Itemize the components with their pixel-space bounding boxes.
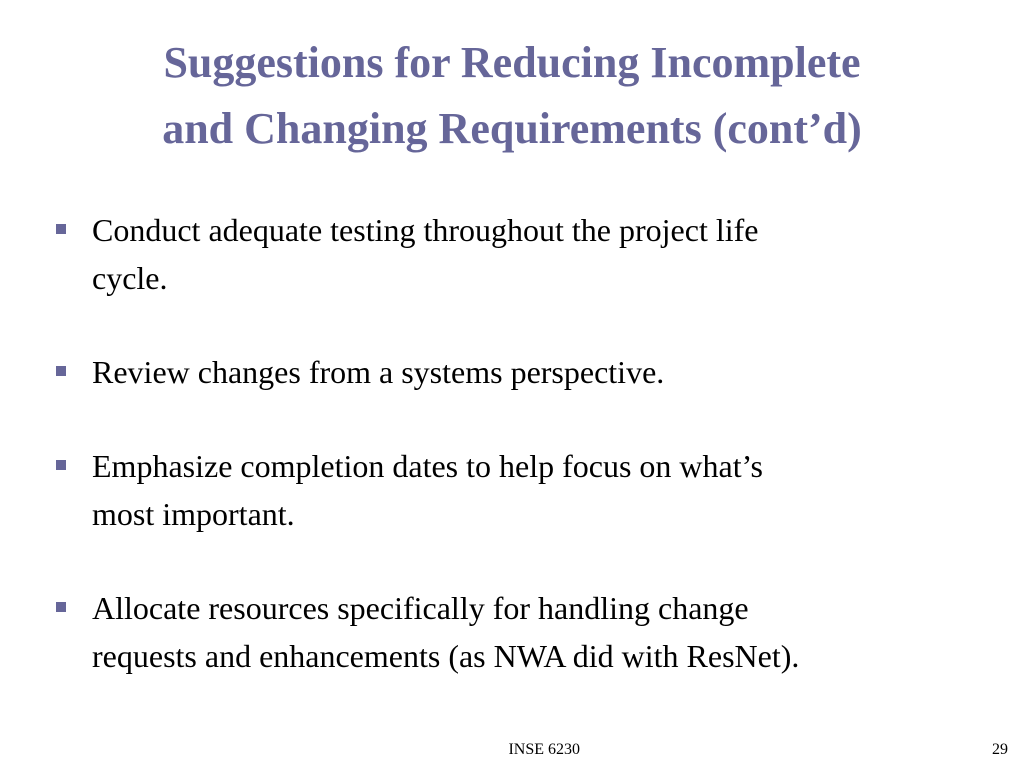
square-bullet-icon — [56, 366, 66, 376]
bullet-text-line-1: Allocate resources specifically for handling change — [92, 590, 749, 626]
bullet-item — [56, 442, 976, 538]
bullet-item — [56, 348, 976, 396]
slide-title-line-1: Suggestions for Reducing Incomplete — [163, 38, 861, 87]
footer-page-number: 29 — [992, 741, 1008, 758]
footer-course-label: INSE 6230 — [508, 741, 580, 758]
bullet-item — [56, 584, 976, 680]
bullet-item — [56, 206, 976, 302]
slide-title — [0, 30, 1024, 162]
bullet-text-line-1: Review changes from a systems perspective. — [92, 354, 665, 390]
bullet-text-line-2: requests and enhancements (as NWA did with ResNet). — [92, 638, 800, 674]
bullet-text-line-2: cycle. — [92, 260, 168, 296]
square-bullet-icon — [56, 602, 66, 612]
square-bullet-icon — [56, 224, 66, 234]
bullet-list — [56, 206, 976, 726]
bullet-text-line-1: Conduct adequate testing throughout the project life — [92, 212, 759, 248]
square-bullet-icon — [56, 460, 66, 470]
bullet-text-line-1: Emphasize completion dates to help focus on what’s — [92, 448, 763, 484]
bullet-text-line-2: most important. — [92, 496, 295, 532]
slide-title-line-2: and Changing Requirements (cont’d) — [162, 104, 862, 153]
